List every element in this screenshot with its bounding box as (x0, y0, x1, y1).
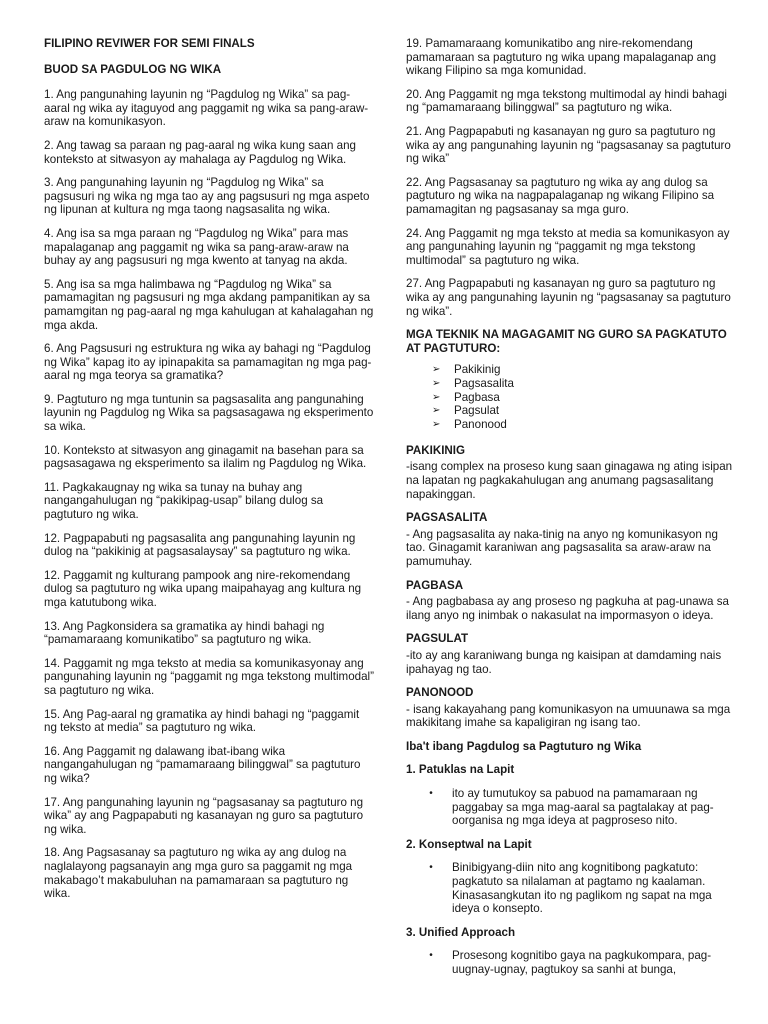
technique-label: Panonood (454, 418, 507, 432)
qa-item: 11. Pagkakaugnay ng wika sa tunay na buhay ang nangangahulugan ng “pakikipag-usap” bilang dulog sa pagtuturo ng wika. (44, 480, 324, 522)
technique-list-item (432, 391, 736, 405)
definition-term: PAKIKINIG (406, 443, 466, 457)
definition-text: - Ang pagbabasa ay ang proseso ng pagkuha at pag-unawa sa ilang anyo ng inimbak o nakasulat na impormasyon o ideya. (406, 595, 729, 622)
approach-bullet-item (406, 949, 736, 976)
technique-label: Pakikinig (454, 363, 501, 377)
approach-title: 3. Unified Approach (406, 925, 516, 939)
qa-item: 27. Ang Pagpapabuti ng kasanayan ng guro sa pagtuturo ng wika ay ang pangunahing layunin ng “pagsasanay sa pagtuturo ng wika”. (406, 277, 731, 318)
qa-item: 22. Ang Pagsasanay sa pagtuturo ng wika ay ang dulog sa pagtuturo ng wika na nagpapalaganap ng wikang Filipino sa pamamagitan ng pagsasanay sa mga guro. (406, 175, 715, 216)
definition-term: PAGBASA (406, 578, 464, 592)
definition-text: - Ang pagsasalita ay naka-tinig na anyo ng komunikasyon ng tao. Ginagamit karaniwan ang pagsasalita sa araw-araw na pamumuhay. (406, 527, 718, 568)
definition-text: -isang complex na proseso kung saan ginagawa ng ating isipan na lapatan ng pagkakahulugan ang anumang pagsasalitang napakinggan. (406, 460, 733, 501)
definition-term: PAGSASALITA (406, 511, 488, 525)
qa-item: 20. Ang Paggamit ng mga tekstong multimodal ay hindi bahagi ng “pamamaraang bilinggwal” sa pagtuturo ng wika. (406, 87, 727, 115)
approaches-sections (406, 763, 736, 976)
definition-text: - isang kakayahang pang komunikasyon na umuunawa sa mga makikitang imahe sa kapaligiran ng isang tao. (406, 702, 731, 730)
document-title: FILIPINO REVIWER FOR SEMI FINALS (44, 37, 255, 50)
qa-item: 10. Konteksto at sitwasyon ang ginagamit na basehan para sa pagsasagawa ng eksperimento sa ilalim ng Pagdulog ng Wika. (44, 443, 367, 471)
qa-item: 16. Ang Paggamit ng dalawang ibat-ibang wika nangangahulugan ng “pamamaraang bilinggwal” sa pagtuturo ng wika? (44, 744, 361, 785)
qa-item: 17. Ang pangunahing layunin ng “pagsasanay sa pagtuturo ng wika” ay ang Pagpapabuti ng kasanayan ng guro sa pagtuturo ng wika. (44, 795, 364, 836)
definition-term: PAGSULAT (406, 632, 469, 646)
definition-text: -ito ay ang karaniwang bunga ng kaisipan at damdaming nais ipahayag ng tao. (406, 648, 722, 676)
approaches-heading: Iba't ibang Pagdulog sa Pagtuturo ng Wika (406, 739, 642, 753)
technique-list-item (432, 363, 736, 377)
approach-bullet-list (406, 949, 736, 976)
approach-bullet-item (406, 787, 736, 828)
right-column (406, 0, 736, 987)
approach-bullet-text: ito ay tumutukoy sa pabuod na pamamaraan ng paggabay sa mga mag-aaral sa pagtalakay at pag- oorganisa ng mga ideya at pagproseso nito. (452, 787, 714, 828)
qa-item: 9. Pagtuturo ng mga tuntunin sa pagsasalita ang pangunahing layunin ng Pagdulog ng Wika sa pagsasagawa ng eksperimento sa wika. (44, 392, 374, 434)
qa-item: 21. Ang Pagpapabuti ng kasanayan ng guro sa pagtuturo ng wika ay ang pangunahing layunin ng “pagsasanay sa pagtuturo ng wika” (406, 124, 731, 166)
qa-item: 13. Ang Pagkonsidera sa gramatika ay hindi bahagi ng “pamamaraang komunikatibo” sa pagtuturo ng wika. (44, 619, 325, 647)
techniques-list (432, 363, 736, 432)
qa-item: 24. Ang Paggamit ng mga teksto at media sa komunikasyon ay ang pangunahing layunin ng “paggamit ng mga tekstong multimodal” sa pagtuturo ng wika. (406, 226, 730, 267)
approach-bullet-list (406, 787, 736, 828)
qa-item: 18. Ang Pagsasanay sa pagtuturo ng wika ay ang dulog na naglalayong pagsanayin ang mga guro sa paggamit ng mga makabago’t makabuluhan na pamamaraan sa pagtuturo ng wika. (44, 846, 353, 901)
qa-item: 6. Ang Pagsusuri ng estruktura ng wika ay bahagi ng “Pagdulog ng Wika” kapag ito ay ipinapakita sa pamamagitan ng mga pag-aaral ng mga teorya sa gramatika? (44, 342, 372, 383)
approach-bullet-list (406, 861, 736, 915)
qa-item: 5. Ang isa sa mga halimbawa ng “Pagdulog ng Wika” sa pamamagitan ng pagsusuri ng mga akdang pampanitikan ay sa pamamgitan ng pag-aaral ng mga kahulugan at kahalagahan ng mga akda. (44, 277, 374, 332)
arrow-bullet-icon: ➢ (432, 405, 441, 417)
arrow-bullet-icon: ➢ (432, 419, 441, 431)
qa-item: 4. Ang isa sa mga paraan ng “Pagdulog ng Wika” para mas mapalaganap ang paggamit ng wika sa pang-araw-araw na buhay ay ang pagsusuri ng mga kwento at tanyag na akda. (44, 226, 349, 268)
approach-bullet-text: Binibigyang-diin nito ang kognitibong pagkatuto: pagkatuto sa nilalaman at pagtamo ng kaalaman. Kinasasangkutan ito ng paglikom ng sapat na mga ideya o konsepto. (452, 861, 712, 916)
left-column (44, 0, 374, 911)
arrow-bullet-icon: ➢ (432, 391, 441, 403)
qa-item: 12. Paggamit ng kulturang pampook ang nire-rekomendang dulog sa pagtuturo ng wika upang maipahayag ang kultura ng mga katutubong wika. (44, 568, 362, 609)
technique-label: Pagbasa (454, 390, 500, 404)
technique-label: Pagsasalita (454, 376, 514, 390)
technique-list-item (432, 377, 736, 391)
bullet-icon: • (429, 788, 433, 800)
qa-item: 2. Ang tawag sa paraan ng pag-aaral ng wika kung saan ang konteksto at sitwasyon ay mahalaga ay Pagdulog ng Wika. (44, 138, 356, 166)
technique-label: Pagsulat (454, 404, 500, 418)
approach-bullet-item (406, 861, 736, 915)
right-qa-list (406, 37, 736, 318)
arrow-bullet-icon: ➢ (432, 364, 441, 376)
approach-title: 2. Konseptwal na Lapit (406, 837, 532, 851)
left-qa-list (44, 88, 374, 901)
qa-item: 15. Ang Pag-aaral ng gramatika ay hindi bahagi ng “paggamit ng teksto at media” sa pagtuturo ng wika. (44, 707, 360, 735)
techniques-heading: MGA TEKNIK NA MAGAGAMIT NG GURO SA PAGKATUTO AT PAGTUTURO: (406, 328, 727, 355)
section-heading-buod: BUOD SA PAGDULOG NG WIKA (44, 62, 222, 76)
qa-item: 14. Paggamit ng mga teksto at media sa komunikasyonay ang pangunahing layunin ng “paggamit ng mga tekstong multimodal” sa pagtuturo ng wika. (44, 656, 374, 697)
bullet-icon: • (429, 862, 433, 874)
arrow-bullet-icon: ➢ (432, 377, 441, 389)
approach-bullet-text: Prosesong kognitibo gaya na pagkukompara, pag-uugnay-ugnay, pagtukoy sa sanhi at bunga, (452, 949, 712, 977)
definition-term: PANONOOD (406, 686, 474, 700)
techniques-definitions (406, 444, 736, 730)
qa-item: 12. Pagpapabuti ng pagsasalita ang pangunahing layunin ng dulog na “pakikinig at pagsasalaysay” sa pagtuturo ng wika. (44, 531, 356, 559)
technique-list-item (432, 418, 736, 432)
qa-item: 3. Ang pangunahing layunin ng “Pagdulog ng Wika” sa pagsusuri ng wika ng mga tao ay ang pagsusuri ng mga aspeto ng lipunan at kultura ng mga taong nagsasalita ng wika. (44, 176, 370, 217)
bullet-icon: • (429, 950, 433, 962)
qa-item: 1. Ang pangunahing layunin ng “Pagdulog ng Wika” sa pag-aaral ng wika ay itaguyod ang paggamit ng wika sa pang-araw-araw na komunikasyon. (44, 88, 369, 129)
technique-list-item (432, 404, 736, 418)
qa-item: 19. Pamamaraang komunikatibo ang nire-rekomendang pamamaraan sa pagtuturo ng wika upang mapalaganap ang wikang Filipino sa mga komunidad. (406, 37, 717, 78)
approach-title: 1. Patuklas na Lapit (406, 763, 515, 777)
